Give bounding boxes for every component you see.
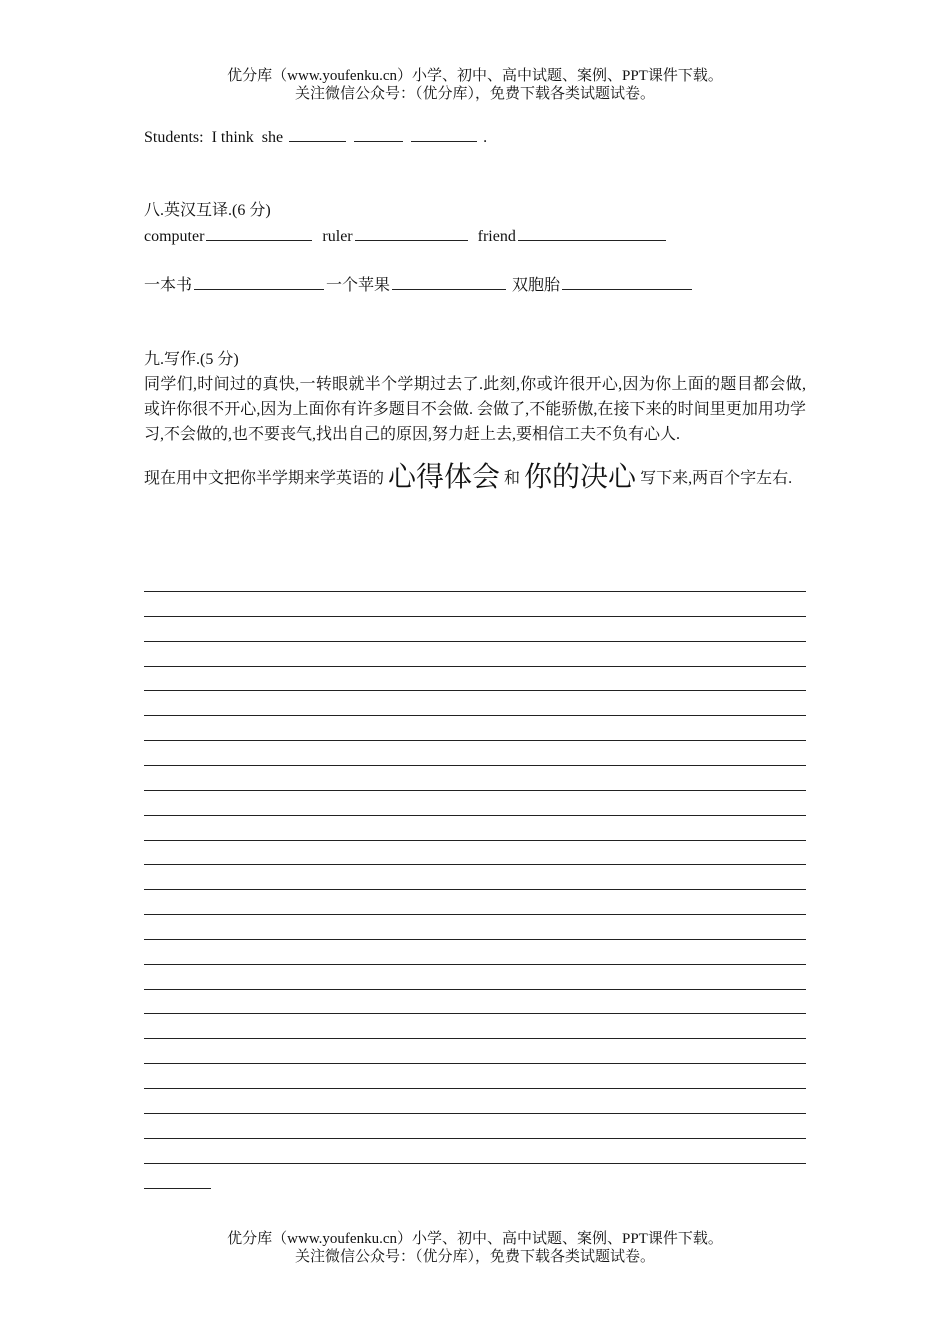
writing-line[interactable]: [144, 591, 806, 592]
writing-line-end[interactable]: [144, 1188, 211, 1189]
section9-paragraph: 同学们,时间过的真快,一转眼就半个学期过去了.此刻,你或许很开心,因为你上面的题目都会做,或许你很不开心,因为上面你有许多题目不会做. 会做了,不能骄傲,在接下来的时间里更加用功学习,不会做的,也不要丧气,找出自己的原因,努力赶上去,要相信工夫不负有心人.: [144, 376, 806, 443]
writing-line[interactable]: [144, 1088, 806, 1089]
page-footer: [0, 1230, 950, 1266]
prompt-part-1: 现在用中文把你半学期来学英语的: [144, 470, 385, 487]
writing-line[interactable]: [144, 964, 806, 965]
writing-line[interactable]: [144, 616, 806, 617]
chinese-word: 一本书: [144, 277, 193, 294]
writing-line[interactable]: [144, 889, 806, 890]
chinese-word: 双胞胎: [512, 277, 561, 294]
emphasis-experience: 心得体会: [388, 460, 501, 493]
english-word: computer: [144, 228, 205, 245]
writing-line[interactable]: [144, 914, 806, 915]
prompt-connector: 和: [504, 470, 521, 487]
writing-line[interactable]: [144, 1063, 806, 1064]
english-word: friend: [477, 228, 516, 245]
chinese-word: 一个苹果: [326, 277, 391, 294]
section8-title: 八.英汉互译.(6 分): [144, 202, 271, 219]
writing-area[interactable]: [144, 0, 806, 1344]
writing-line[interactable]: [144, 1038, 806, 1039]
writing-line[interactable]: [144, 1163, 806, 1164]
prompt-part-2: 写下来,两百个字左右.: [640, 470, 793, 487]
section9-title: 九.写作.(5 分): [144, 351, 239, 368]
writing-line[interactable]: [144, 666, 806, 667]
writing-line[interactable]: [144, 690, 806, 691]
writing-line[interactable]: [144, 1013, 806, 1014]
writing-line[interactable]: [144, 840, 806, 841]
students-prefix: Students: I think she: [144, 129, 284, 146]
emphasis-determination: 你的决心: [524, 460, 637, 493]
writing-line[interactable]: [144, 815, 806, 816]
footer-line-2: 关注微信公众号：（优分库），免费下载各类试题试卷。: [294, 1249, 655, 1265]
writing-line[interactable]: [144, 765, 806, 766]
writing-line[interactable]: [144, 864, 806, 865]
writing-line[interactable]: [144, 939, 806, 940]
writing-line[interactable]: [144, 1113, 806, 1114]
header-line-2: 关注微信公众号：（优分库），免费下载各类试题试卷。: [294, 86, 655, 102]
writing-line[interactable]: [144, 715, 806, 716]
writing-line[interactable]: [144, 1138, 806, 1139]
writing-line[interactable]: [144, 790, 806, 791]
header-line-1: 优分库（www.youfenku.cn）小学、初中、高中试题、案例、PPT课件下载。: [227, 68, 723, 84]
writing-line[interactable]: [144, 989, 806, 990]
english-word: ruler: [322, 228, 353, 245]
students-suffix: .: [483, 129, 488, 146]
writing-line[interactable]: [144, 740, 806, 741]
exam-content: [144, 0, 806, 1344]
footer-line-1: 优分库（www.youfenku.cn）小学、初中、高中试题、案例、PPT课件下载。: [227, 1231, 723, 1247]
writing-line[interactable]: [144, 641, 806, 642]
